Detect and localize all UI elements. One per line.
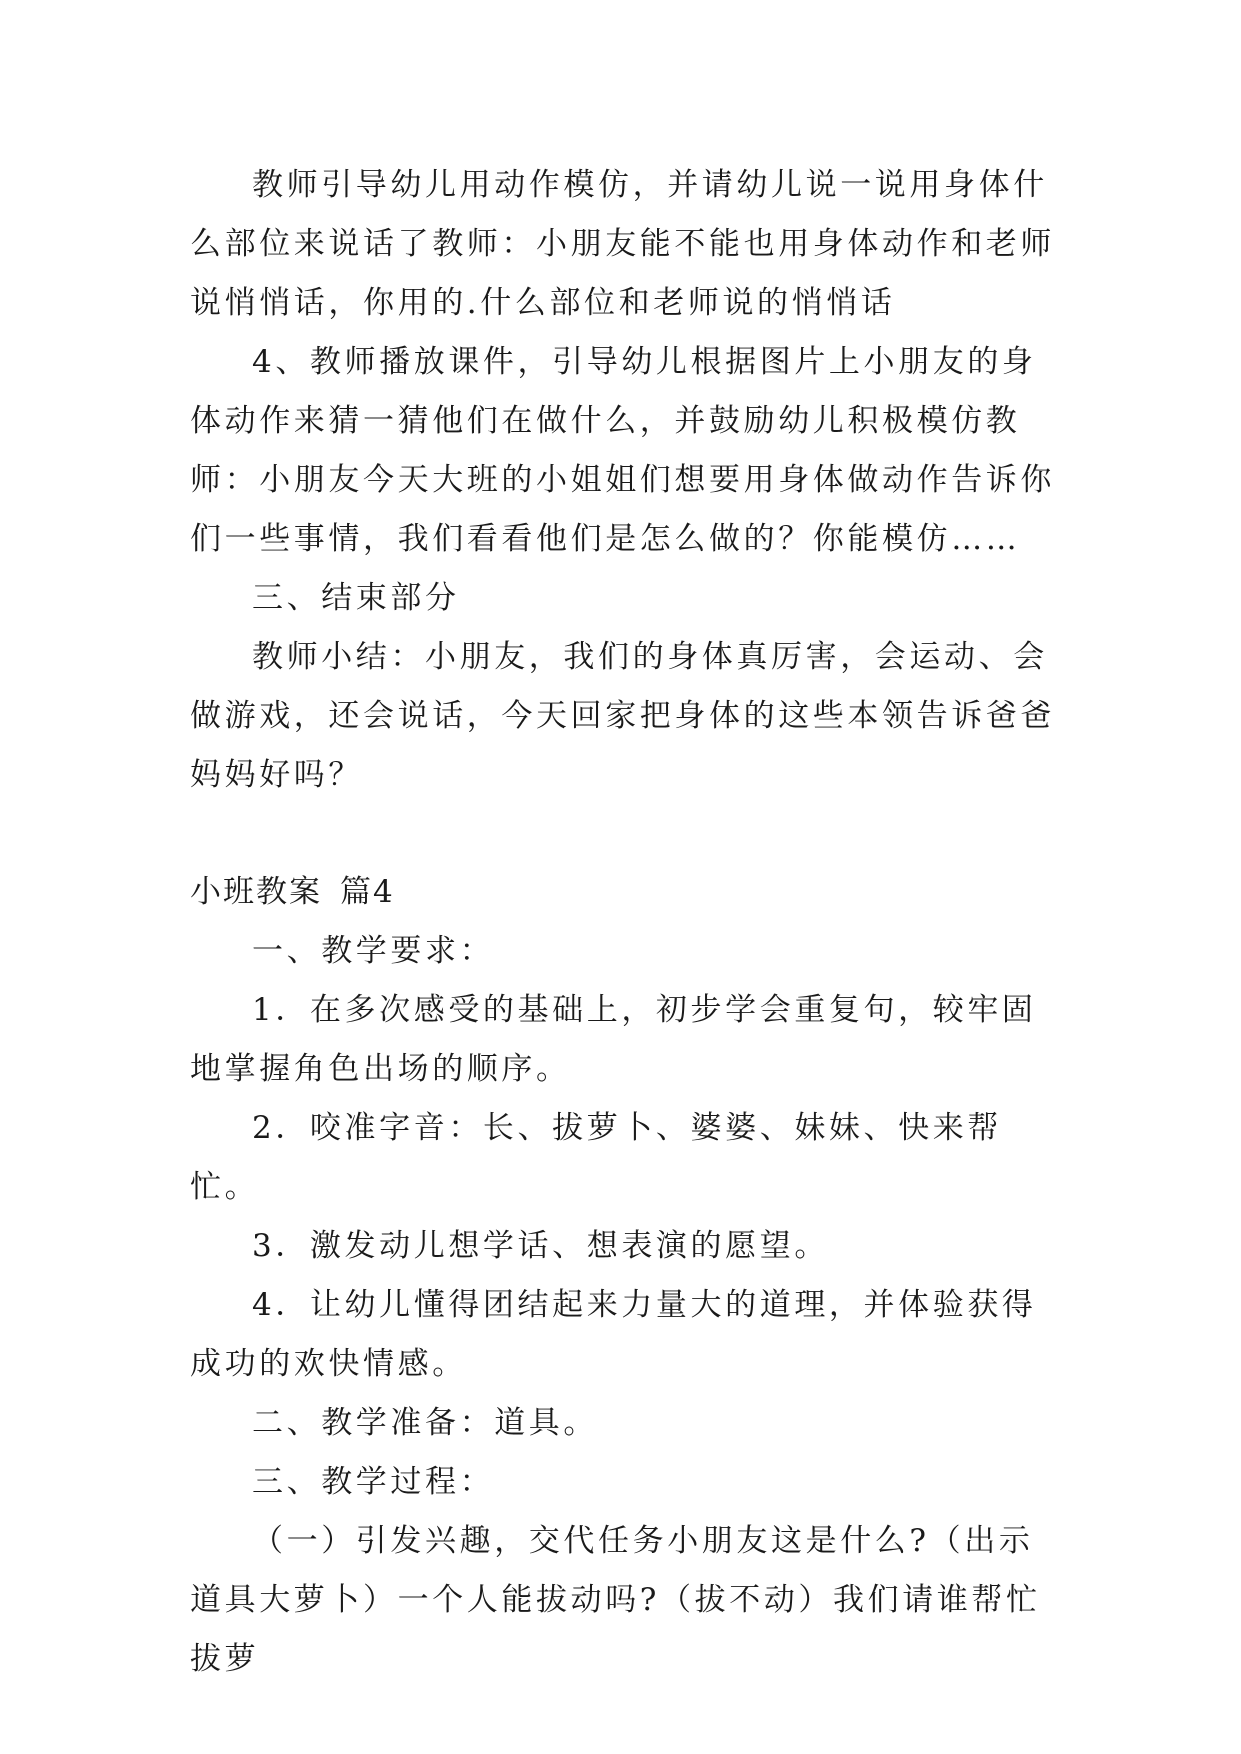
paragraph: 4、教师播放课件，引导幼儿根据图片上小朋友的身体动作来猜一猜他们在做什么，并鼓励幼儿积极模仿教师：小朋友今天大班的小姐姐们想要用身体做动作告诉你们一些事情，我们看看他们是怎么做的？你能模仿…… xyxy=(190,344,1055,557)
paragraph: 一、教学要求： xyxy=(252,933,495,969)
paragraph: 三、结束部分 xyxy=(252,580,460,616)
paragraph: 3．激发动儿想学话、想表演的愿望。 xyxy=(252,1228,829,1264)
document-body xyxy=(190,156,1060,1689)
paragraph: 二、教学准备：道具。 xyxy=(252,1405,598,1441)
paragraph: 教师引导幼儿用动作模仿，并请幼儿说一说用身体什么部位来说话了教师：小朋友能不能也用身体动作和老师说悄悄话，你用的.什么部位和老师说的悄悄话 xyxy=(190,167,1055,321)
paragraph: 三、教学过程： xyxy=(252,1464,495,1500)
paragraph: 4．让幼儿懂得团结起来力量大的道理，并体验获得成功的欢快情感。 xyxy=(190,1287,1037,1382)
section-spacer xyxy=(190,805,1060,863)
paragraph: 教师小结：小朋友，我们的身体真厉害，会运动、会做游戏，还会说话，今天回家把身体的这些本领告诉爸爸妈妈好吗？ xyxy=(190,639,1055,793)
paragraph: 1．在多次感受的基础上，初步学会重复句，较牢固地掌握角色出场的顺序。 xyxy=(190,992,1037,1087)
paragraph: （一）引发兴趣，交代任务小朋友这是什么?（出示道具大萝卜）一个人能拔动吗?（拔不动）我们请谁帮忙拔萝 xyxy=(190,1523,1041,1677)
section-heading xyxy=(190,863,1060,922)
paragraph: 2．咬准字音：长、拔萝卜、婆婆、妹妹、快来帮忙。 xyxy=(190,1110,1002,1205)
section-title: 小班教案 xyxy=(190,874,322,910)
section-number: 篇4 xyxy=(340,874,395,910)
